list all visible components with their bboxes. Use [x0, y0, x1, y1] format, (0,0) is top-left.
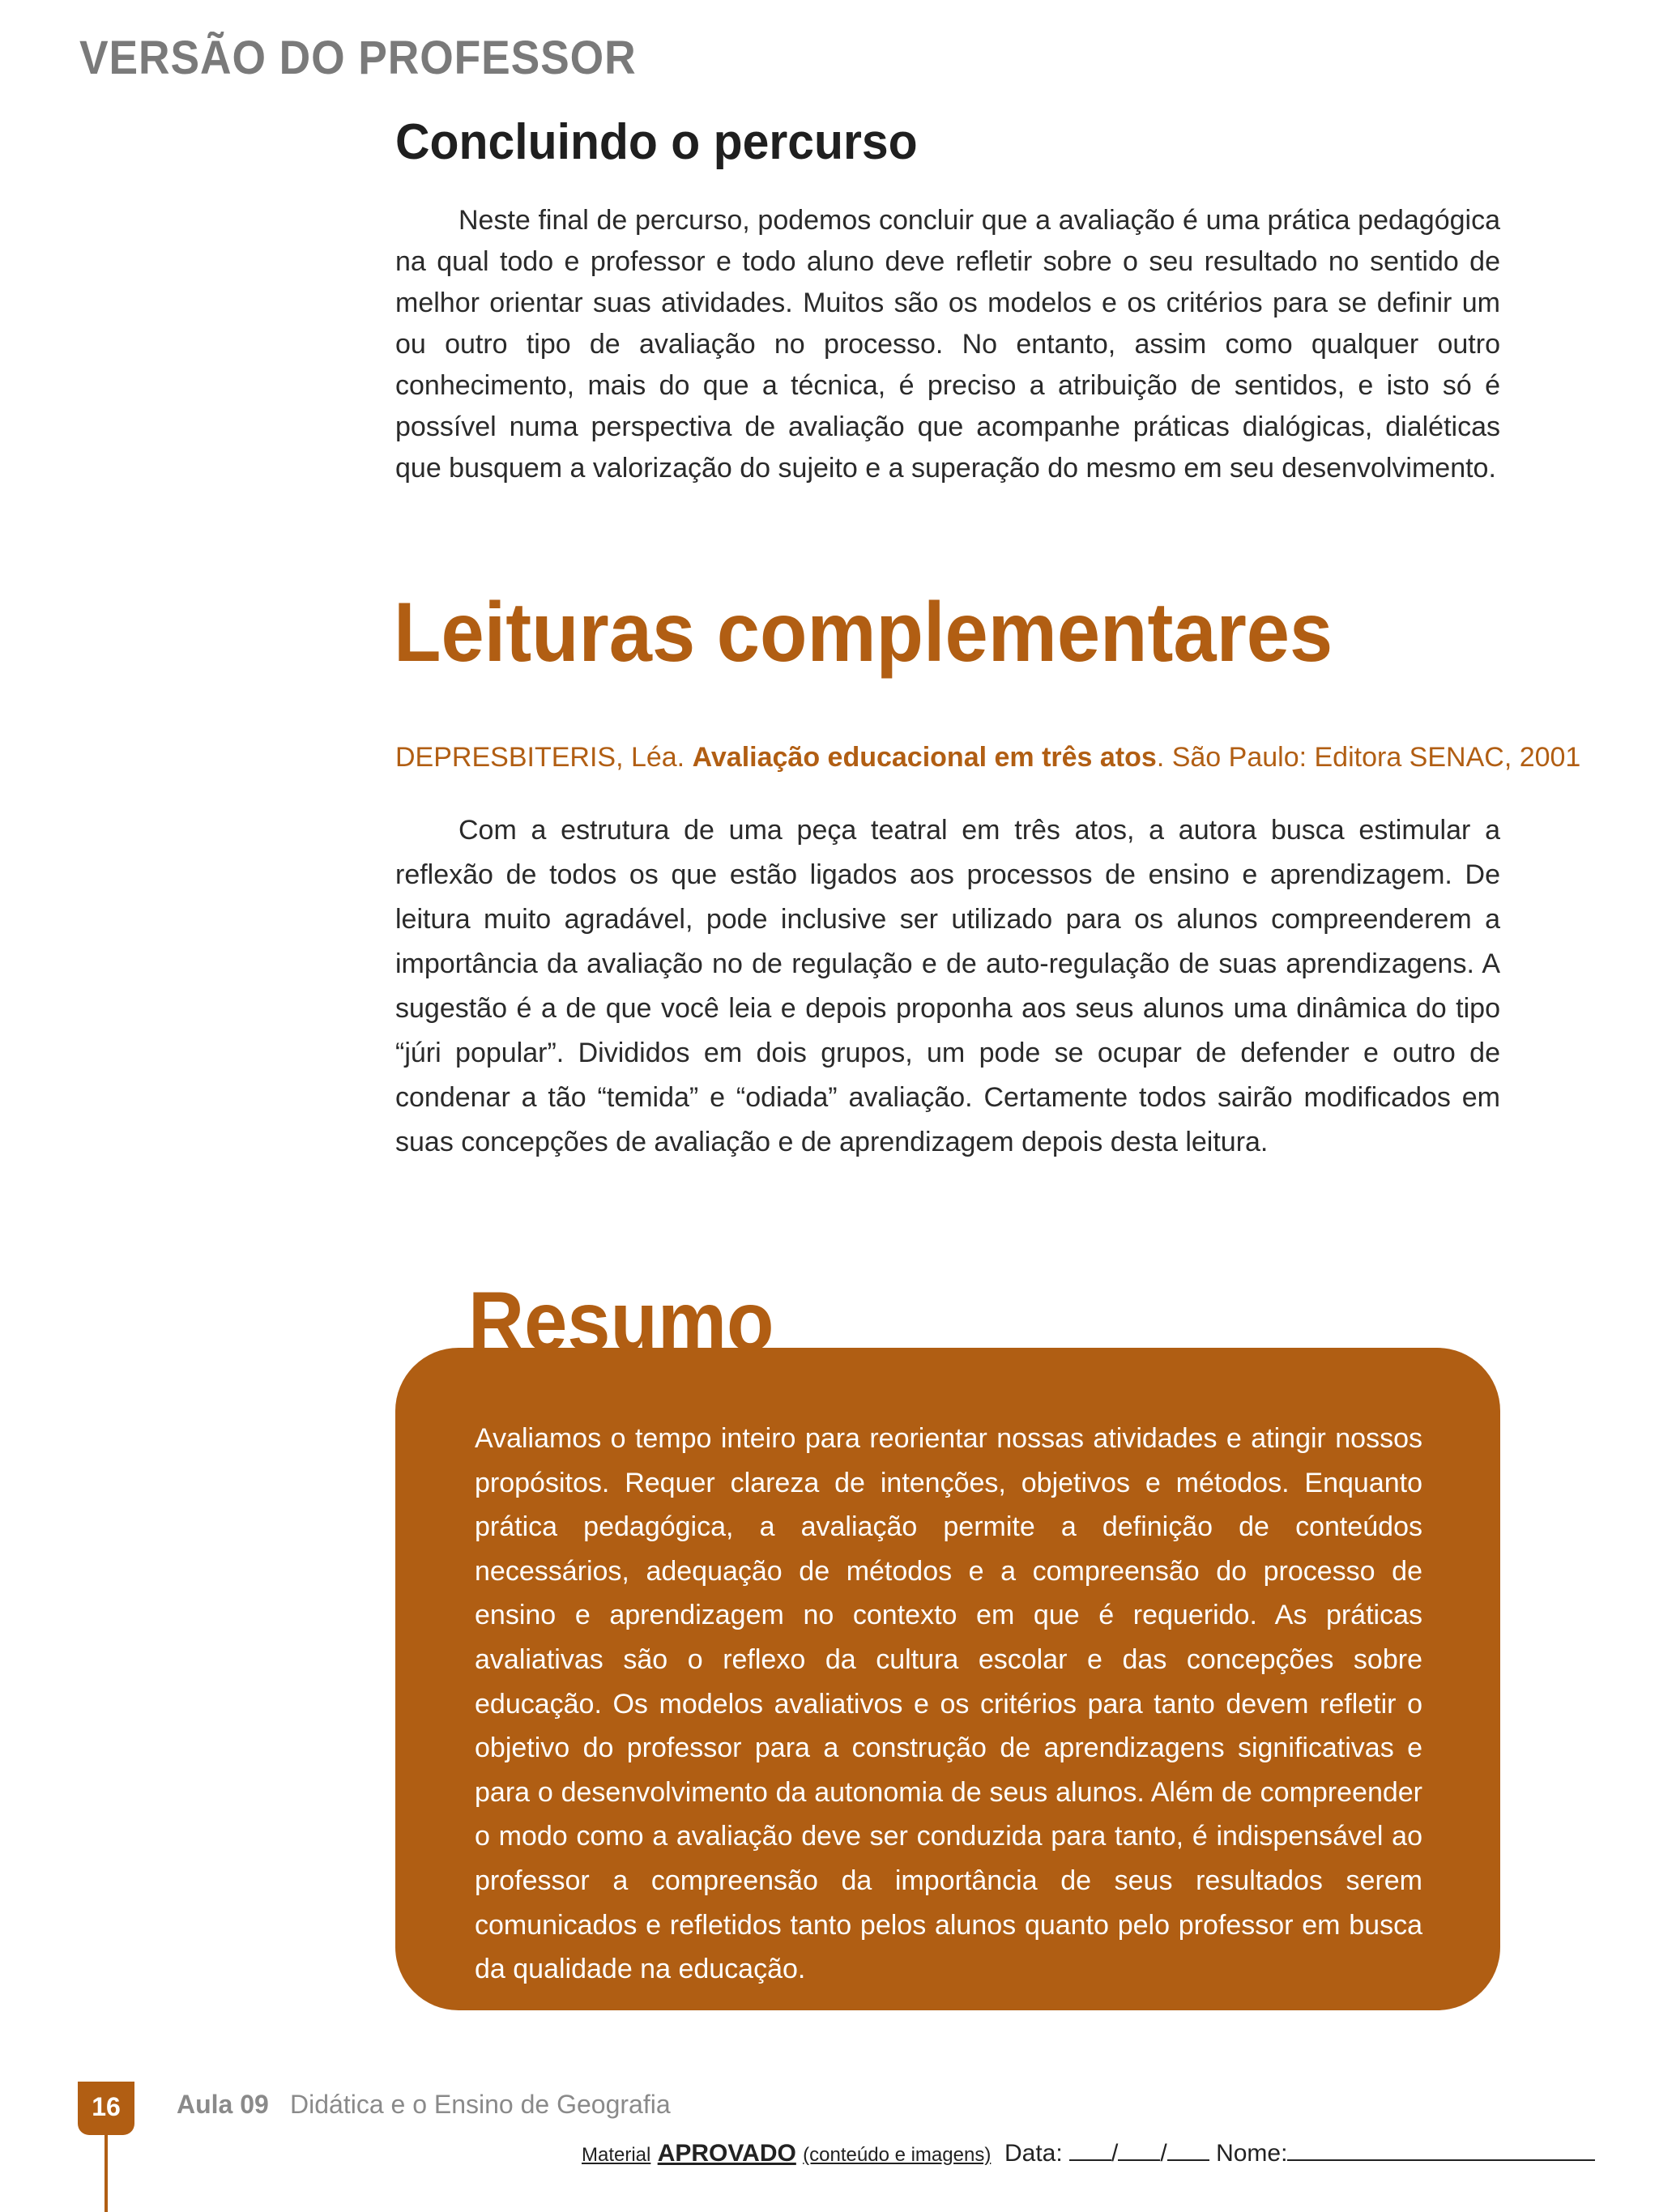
date-label: Data: [1004, 2140, 1063, 2167]
page-number-badge: 16 [78, 2082, 134, 2135]
conclusion-paragraph: Neste final de percurso, podemos concluir que a avaliação é uma prática pedagógica na qual todo e professor e todo aluno deve refletir sobre o seu resultado no sentido de melhor orientar suas atividades. Muitos são os modelos e os critérios para se definir um ou outro tipo de avaliação no processo. No entanto, assim como qualquer outro conhecimento, mais do que a técnica, é preciso a atribuição de sentidos, e isto só é possível numa perspectiva de avaliação que acompanhe práticas dialógicas, dialéticas que busquem a valorização do sujeito e a superação do mesmo em seu desenvolvimento. [395, 205, 1500, 484]
conclusion-title: Concluindo o percurso [395, 114, 918, 170]
version-label: VERSÃO DO PROFESSOR [79, 32, 637, 84]
approved-label: APROVADO [657, 2140, 796, 2167]
lesson-label: Aula 09 [177, 2090, 269, 2119]
reference-author: DEPRESBITERIS, Léa. [395, 742, 693, 773]
reading-reference [395, 742, 1580, 774]
footer-divider-line [104, 2135, 108, 2212]
name-label: Nome: [1216, 2140, 1288, 2167]
date-separator-1: / [1111, 2140, 1119, 2167]
readings-title: Leituras complementares [394, 586, 1333, 680]
summary-title: Resumo [468, 1275, 774, 1353]
approval-stamp [582, 2138, 1595, 2167]
summary-paragraph: Avaliamos o tempo inteiro para reorientar nossas atividades e atingir nossos propósitos. Requer clareza de intenções, objetivos e métodos. Enquanto prática pedagógica, a avaliação permite a definição de conteúdos necessários, adequação de métodos e a compreensão do processo de ensino e aprendizagem no contexto em que é requerido. As práticas avaliativas são o reflexo da cultura escolar e das concepções sobre educação. Os modelos avaliativos e os critérios para tanto devem refletir o objetivo do professor para a construção de aprendizagens significativas e para o desenvolvimento da autonomia de seus alunos. Além de compreender o modo como a avaliação deve ser conduzida para tanto, é indispensável ao professor a compreensão da importância de seus resultados serem comunicados e refletidos tanto pelos alunos quanto pelo professor em busca da qualidade na educação. [475, 1423, 1422, 1985]
content-note: (conteúdo e imagens) [803, 2144, 992, 2166]
date-day-blank [1069, 2138, 1111, 2161]
readings-paragraph: Com a estrutura de uma peça teatral em três atos, a autora busca estimular a reflexão de todos os que estão ligados aos processos de ensino e aprendizagem. De leitura muito agradável, pode inclusive ser utilizado para os alunos compreenderem a importância da avaliação no de regulação e de auto-regulação de suas aprendizagens. A sugestão é a de que você leia e depois proponha aos seus alunos uma dinâmica do tipo “júri popular”. Divididos em dois grupos, um pode se ocupar de defender e outro de condenar a tão “temida” e “odiada” avaliação. Certamente todos sairão modificados em suas concepções de avaliação e de aprendizagem depois desta leitura. [395, 815, 1500, 1157]
reference-publisher: . São Paulo: Editora SENAC, 2001 [1156, 742, 1581, 773]
name-blank [1287, 2138, 1595, 2161]
reference-work-title: Avaliação educacional em três atos [692, 742, 1157, 773]
date-year-blank [1167, 2138, 1209, 2161]
material-label: Material [582, 2144, 651, 2166]
date-separator-2: / [1160, 2140, 1167, 2167]
course-name: Didática e o Ensino de Geografia [290, 2090, 671, 2119]
date-month-blank [1118, 2138, 1160, 2161]
